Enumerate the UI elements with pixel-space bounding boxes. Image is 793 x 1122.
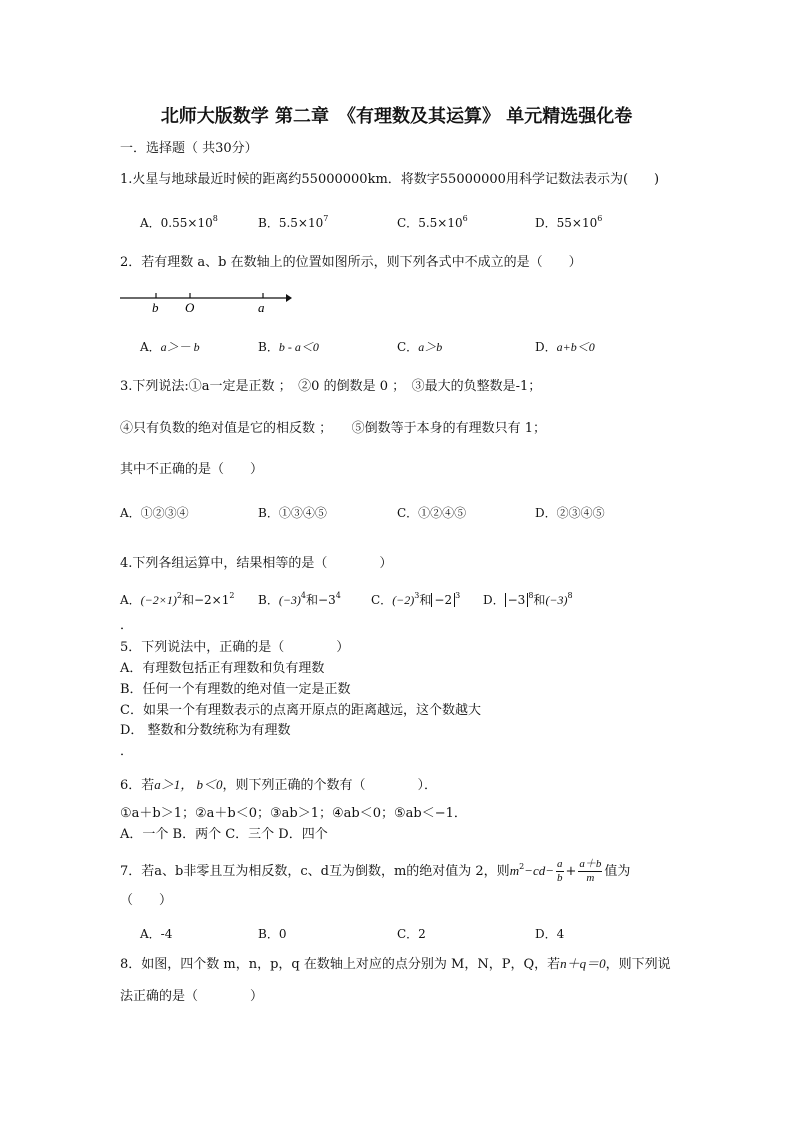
q1-stem: 1.火星与地球最近时候的距离约55000000km．将数字55000000用科学记数法表示为( ) (120, 172, 660, 187)
q2-option-a: A．a＞－ b (140, 340, 200, 354)
q7-option-c: C．2 (397, 927, 426, 941)
q3-option-d: D．②③④⑤ (535, 506, 605, 520)
q2-number-line (116, 288, 296, 318)
q1-option-a: A．$0.55\times 10^8$ (140, 214, 218, 230)
q5-option-c: C．如果一个有理数表示的点离开原点的距离越远，这个数越大 (120, 703, 481, 718)
q7-fraction-sum-m: $\frac{a+b}{m}$ (579, 858, 602, 884)
q3-option-c: C．①②④⑤ (397, 506, 467, 520)
q4-stem: 4.下列各组运算中，结果相等的是（ ） (120, 556, 393, 571)
label-b: b (152, 300, 159, 315)
q6-stem: 6．若a＞1， b＜0，则下列正确的个数有（ ）． (120, 777, 438, 793)
q2-stem: 2．若有理数 a、b 在数轴上的位置如图所示，则下列各式中不成立的是（ ） (120, 255, 582, 270)
q4-end-mark: ． (120, 618, 134, 633)
q5-stem: 5．下列说法中，正确的是（ ） (120, 640, 350, 655)
q4-option-b: B．$(-3)^4$和$-3^4$ (258, 591, 341, 607)
q7-stem: 7．若a、b非零且互为相反数，c、d互为倒数，m的绝对值为 2，则$m^2-cd-$ $\frac{a}{b}$ + $\frac{a+b}{m}$ 值为 (120, 858, 631, 884)
q1-option-d: D．$55\times 10^6$ (535, 214, 603, 230)
q1-option-c: C．$5.5\times 10^6$ (397, 214, 468, 230)
q6-items: ①a＋b＞1；②a＋b＜0；③ab＞1；④ab＜0；⑤ab＜−1． (120, 806, 467, 821)
q4-option-a: A．$(-2\times 1)^2$和$-2\times 1^2$ (120, 591, 235, 607)
q5-option-b: B．任何一个有理数的绝对值一定是正数 (120, 682, 351, 697)
q3-line3: 其中不正确的是（ ） (120, 462, 264, 477)
q8-line2: 法正确的是（ ） (120, 989, 264, 1004)
q7-option-b: B．0 (258, 927, 287, 941)
label-o: O (185, 300, 195, 315)
q5-option-a: A．有理数包括正有理数和负有理数 (120, 661, 325, 676)
q2-option-d: D．a+b＜0 (535, 340, 595, 354)
q1-option-b: B．$5.5\times 10^7$ (258, 214, 329, 230)
q4-option-d: D． −3 $^8$和$(-3)^8$ (483, 591, 573, 607)
q4-option-c: C．$(-2)^3$和 −2 $^3$ (371, 591, 461, 607)
q3-option-a: A．①②③④ (120, 506, 189, 520)
q7-paren: （ ） (120, 893, 173, 908)
section-heading: 一．选择题（ 共30分） (120, 141, 258, 156)
q7-fraction-a-b: $\frac{a}{b}$ (557, 858, 563, 884)
q8-stem: 8．如图，四个数 m，n，p，q 在数轴上对应的点分别为 M，N，P，Q，若n＋q＝0，则下列说 (120, 956, 671, 972)
q5-end-mark: ． (120, 744, 134, 759)
q3-line2: ④只有负数的绝对值是它的相反数 ； ⑤倒数等于本身的有理数只有 1； (120, 421, 547, 436)
label-a: a (258, 300, 265, 315)
q5-option-d: D． 整数和分数统称为有理数 (120, 723, 291, 738)
q2-option-b: B．b - a＜0 (258, 340, 319, 354)
q6-choices: A．一个 B．两个 C．三个 D．四个 (120, 827, 328, 842)
axis-arrow-icon (286, 294, 292, 302)
page-title: 北师大版数学 第二章 《有理数及其运算》 单元精选强化卷 (160, 106, 633, 127)
q7-option-d: D．4 (535, 927, 565, 941)
q7-option-a: A．-4 (140, 927, 173, 941)
q2-option-c: C．a＞b (397, 340, 443, 354)
q3-line1: 3.下列说法:①a一定是正数 ； ②0 的倒数是 0 ； ③最大的负整数是-1； (120, 379, 542, 394)
q3-option-b: B．①③④⑤ (258, 506, 327, 520)
